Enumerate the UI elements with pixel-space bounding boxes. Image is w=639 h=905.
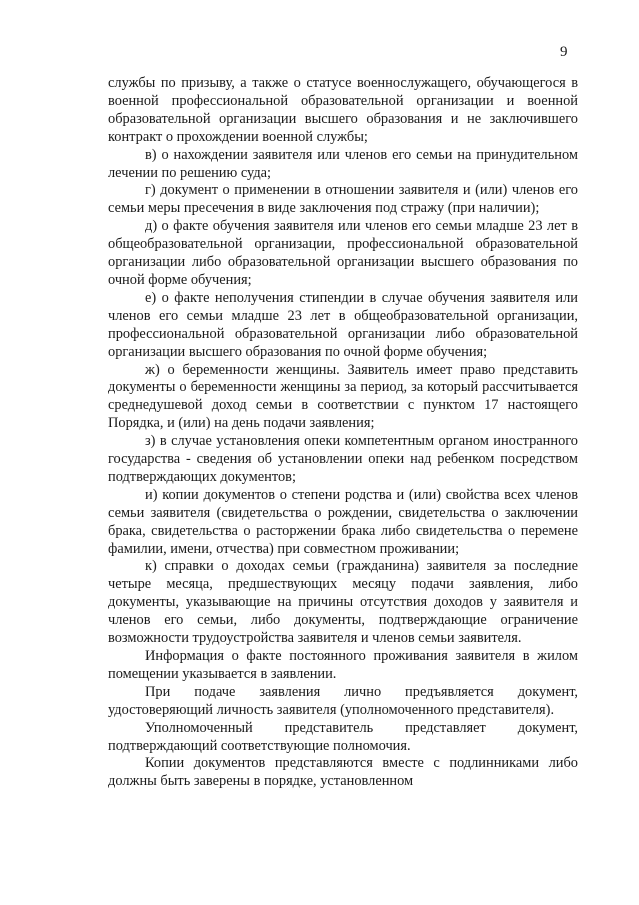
paragraph-copies: Копии документов представляются вместе с подлинниками либо должны быть заверены в порядке, установленном [108, 755, 578, 790]
paragraph-item-d: д) о факте обучения заявителя или членов его семьи младше 23 лет в общеобразовательной организации, профессиональной образовательной организации либо образовательной организации высшего образования по очной форме обучения; [108, 218, 578, 288]
paragraph-item-e: е) о факте неполучения стипендии в случае обучения заявителя или членов его семьи младше 23 лет в общеобразовательной организации, профессиональной образовательной организации либо образовательной организации высшего образования по очной форме обучения; [108, 289, 578, 360]
paragraph-item-z: з) в случае установления опеки компетентным органом иностранного государства - сведения об установлении опеки над ребенком посредством подтверждающих документов; [108, 433, 578, 485]
paragraph-representative: Уполномоченный представитель представляет документ, подтверждающий соответствующие полномочия. [108, 719, 578, 754]
paragraph-item-g: г) документ о применении в отношении заявителя и (или) членов его семьи меры пресечения в виде заключения под стражу (при наличии); [108, 182, 578, 217]
page-number: 9 [560, 44, 568, 60]
paragraph-service-status: службы по призыву, а также о статусе военнослужащего, обучающегося в военной профессиональной образовательной организации и военной образовательной организации высшего образования и не заключившего контракт о прохождении военной службы; [108, 75, 578, 145]
document-body [108, 75, 578, 791]
paragraph-item-v: в) о нахождении заявителя или членов его семьи на принудительном лечении по решению суда; [108, 146, 578, 181]
paragraph-item-i: и) копии документов о степени родства и (или) свойства всех членов семьи заявителя (свидетельства о рождении, свидетельства о заключении брака, свидетельства о расторжении брака либо свидетельства о перемене фамилии, имени, отчества) при совместном проживании; [108, 486, 578, 557]
paragraph-item-zh: ж) о беременности женщины. Заявитель имеет право представить документы о беременности женщины за период, за который рассчитывается среднедушевой доход семьи в соответствии с пунктом 17 настоящего Порядка, и (или) на день подачи заявления; [108, 361, 578, 432]
paragraph-item-k: к) справки о доходах семьи (гражданина) заявителя за последние четыре месяца, предшествующих месяцу подачи заявления, либо документы, указывающие на причины отсутствия доходов у заявителя и членов его семьи, либо документы, подтверждающие ограничение возможности трудоустройства заявителя и членов семьи заявителя. [108, 558, 578, 647]
paragraph-identity-document: При подаче заявления лично предъявляется документ, удостоверяющий личность заявителя (уполномоченного представителя). [108, 683, 578, 718]
paragraph-residence-info: Информация о факте постоянного проживания заявителя в жилом помещении указывается в заявлении. [108, 648, 578, 682]
